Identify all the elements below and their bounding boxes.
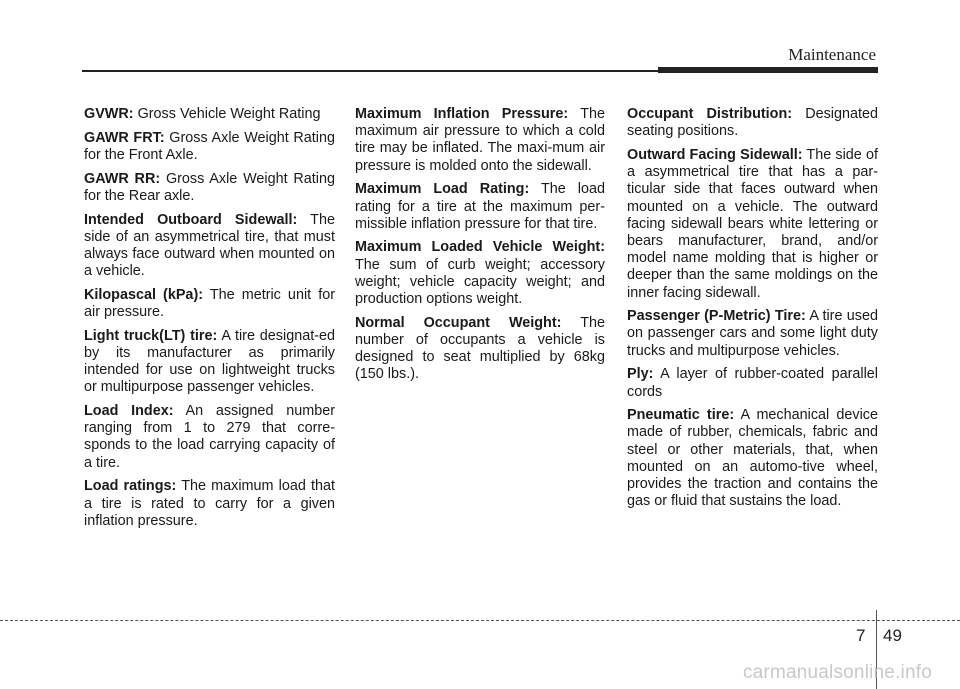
glossary-entry: [627, 407, 878, 510]
glossary-term: GAWR RR:: [84, 170, 161, 187]
glossary-definition: The number of occupants a vehicle is designed to seat multiplied by 68kg (150 lbs.).: [355, 314, 605, 383]
glossary-term: GVWR:: [84, 106, 134, 122]
page-number: 49: [883, 626, 902, 645]
glossary-term: Ply:: [627, 366, 654, 383]
glossary-entry: [627, 366, 878, 400]
glossary-definition: Gross Vehicle Weight Rating: [137, 106, 321, 122]
glossary-term: Occupant Distribution:: [627, 106, 793, 122]
glossary-entry: [355, 239, 605, 308]
glossary-entry: [84, 171, 335, 205]
glossary-term: Maximum Loaded Vehicle Weight:: [355, 239, 605, 256]
glossary-column-2: [355, 106, 605, 390]
glossary-entry: [627, 147, 878, 302]
glossary-term: Light truck(LT) tire:: [84, 327, 218, 344]
glossary-entry: [84, 287, 335, 321]
glossary-definition: An assigned number ranging from 1 to 279 that corre-sponds to the load carrying capacity of a tire.: [84, 403, 335, 471]
glossary-term: Maximum Inflation Pressure:: [355, 106, 569, 122]
glossary-column-1: [84, 106, 335, 536]
glossary-term: Intended Outboard Sidewall:: [84, 211, 298, 228]
header-rule-accent: [658, 67, 878, 73]
glossary-definition: The side of an asymmetrical tire, that must always face outward when mounted on a vehicle.: [84, 211, 335, 280]
glossary-definition: A layer of rubber-coated parallel cords: [627, 366, 878, 400]
glossary-column-3: [627, 106, 878, 517]
glossary-entry: [355, 181, 605, 233]
glossary-term: Load ratings:: [84, 478, 177, 495]
glossary-term: Normal Occupant Weight:: [355, 314, 562, 331]
glossary-entry: [84, 130, 335, 164]
glossary-term: Kilopascal (kPa):: [84, 286, 204, 303]
glossary-entry: [84, 212, 335, 281]
glossary-definition: A tire designat-ed by its manufacturer as primarily intended for use on lightweight trucks or multipurpose passenger vehicles.: [84, 327, 335, 396]
glossary-term: Load Index:: [84, 403, 174, 420]
glossary-term: GAWR FRT:: [84, 129, 165, 146]
glossary-term: Maximum Load Rating:: [355, 181, 530, 198]
glossary-definition: The metric unit for air pressure.: [84, 286, 335, 321]
glossary-definition: The side of a asymmetrical tire that has a par-ticular side that faces outward when mounted on a vehicle. The outward facing sidewall bears white lettering or bears manufacturer, brand, and/or model name molding that is higher or deeper than the same moldings on the inner facing sidewall.: [627, 146, 878, 301]
glossary-entry: [627, 308, 878, 360]
header-rule: [82, 70, 660, 72]
glossary-definition: The load rating for a tire at the maximum per-missible inflation pressure for that tire.: [355, 181, 605, 232]
glossary-entry: [627, 106, 878, 140]
glossary-entry: [355, 106, 605, 175]
glossary-definition: The sum of curb weight; accessory weight; vehicle capacity weight; and production options weight.: [355, 256, 605, 308]
glossary-definition: Gross Axle Weight Rating for the Front Axle.: [84, 129, 335, 163]
glossary-entry: [84, 403, 335, 472]
glossary-definition: The maximum load that a tire is rated to carry for a given inflation pressure.: [84, 478, 335, 529]
glossary-definition: A mechanical device made of rubber, chemicals, fabric and steel or other materials, that, when mounted on an automo-tive wheel, provides the traction and contains the gas or fluid that sustains the load.: [627, 407, 878, 510]
glossary-term: Pneumatic tire:: [627, 407, 735, 424]
section-title: Maintenance: [788, 45, 876, 64]
chapter-number: 7: [856, 626, 866, 645]
glossary-entry: [355, 315, 605, 384]
watermark-text: carmanualsonline.info: [742, 662, 932, 683]
glossary-entry: [84, 478, 335, 530]
glossary-entry: [84, 328, 335, 397]
glossary-definition: Designated seating positions.: [627, 106, 878, 140]
glossary-term: Outward Facing Sidewall:: [627, 146, 803, 163]
glossary-definition: The maximum air pressure to which a cold tire may be inflated. The maxi-mum air pressure is molded onto the sidewall.: [355, 106, 605, 174]
glossary-term: Passenger (P-Metric) Tire:: [627, 308, 806, 325]
glossary-entry: [84, 106, 335, 123]
glossary-definition: A tire used on passenger cars and some light duty trucks and multipurpose vehicles.: [627, 308, 878, 359]
glossary-definition: Gross Axle Weight Rating for the Rear axle.: [84, 170, 336, 204]
footer-divider: [0, 620, 960, 621]
